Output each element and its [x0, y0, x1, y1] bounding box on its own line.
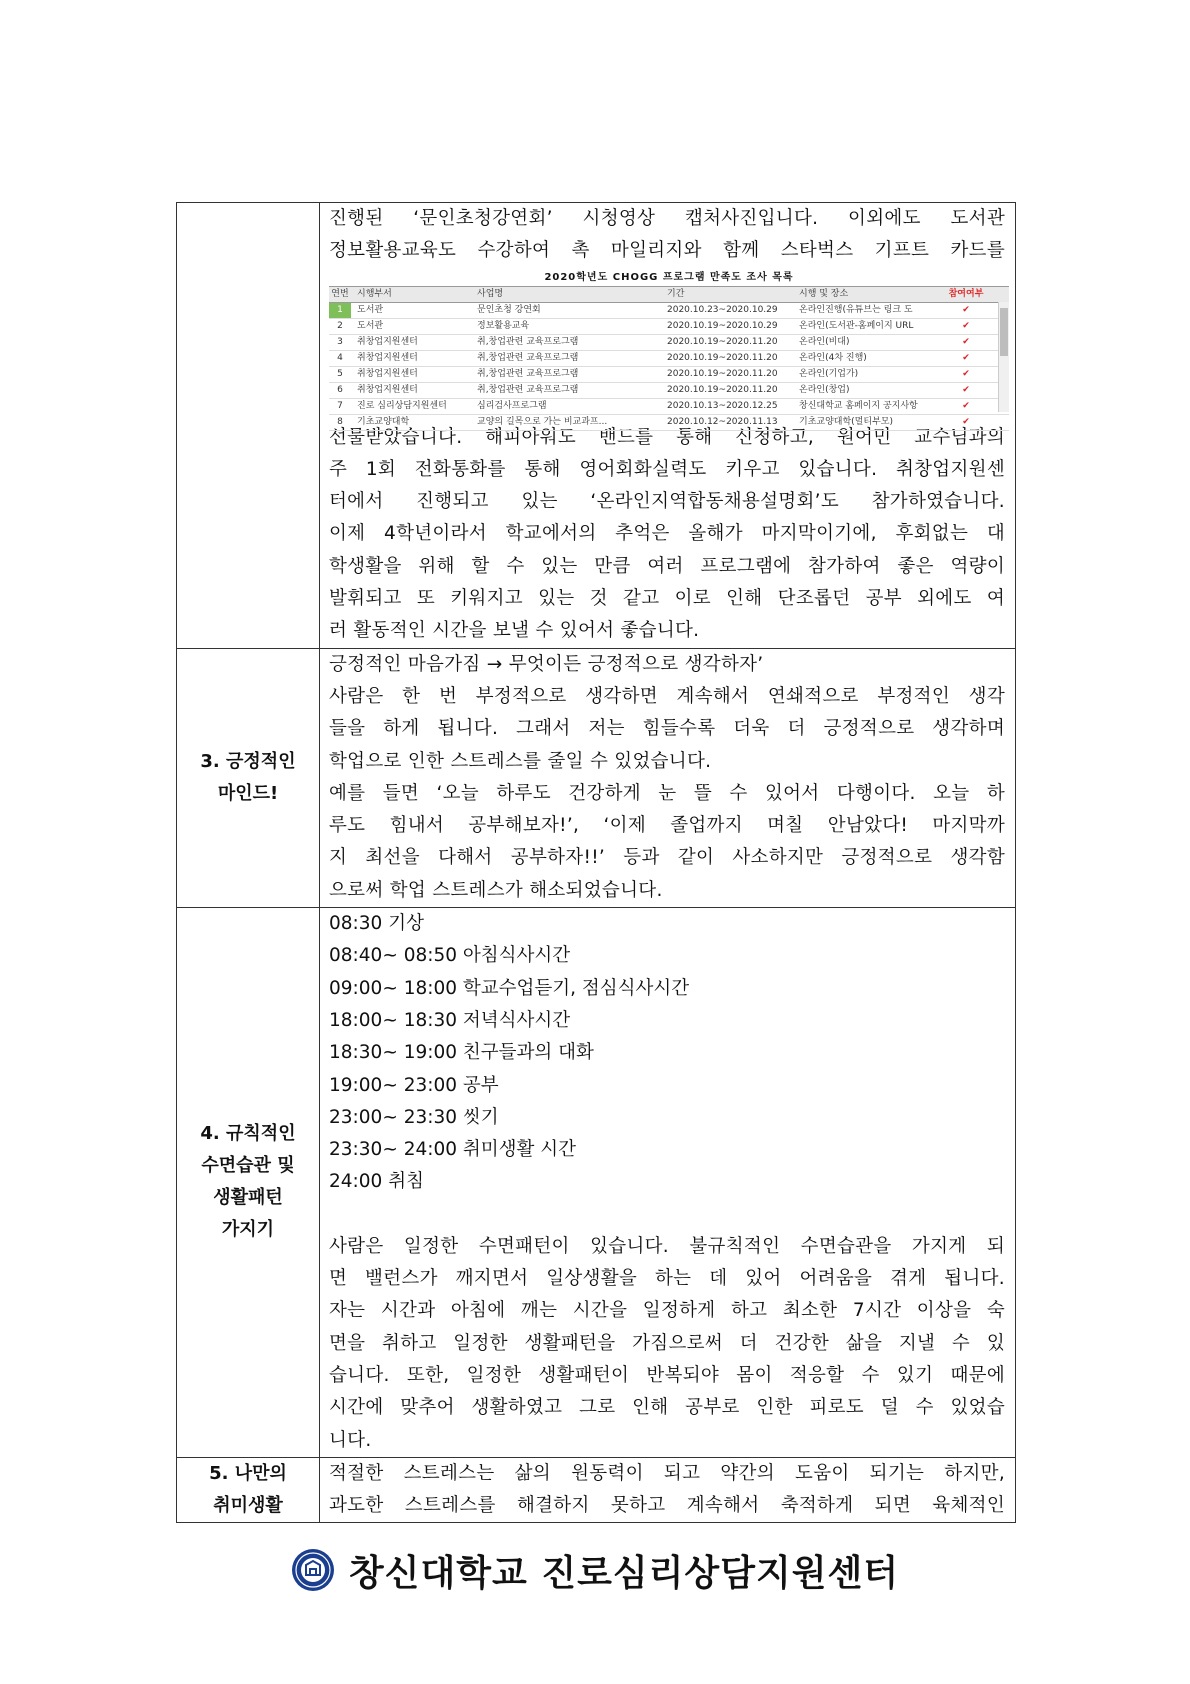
schedule-item: 19:00~ 23:00 공부 [329, 1074, 499, 1096]
label-line: 마인드! [217, 782, 279, 804]
checkmark-icon: ✔ [962, 336, 970, 347]
cell-place: 온라인(도서관-홈페이지 URL [799, 320, 914, 331]
cell-place: 온라인(비대) [799, 336, 850, 347]
schedule-item: 23:30~ 24:00 취미생활 시간 [329, 1139, 576, 1161]
label-line: 가지기 [221, 1219, 275, 1241]
label-line: 5. 나만의 [209, 1463, 287, 1485]
text-line: 학생활을 위해 할 수 있는 만큼 여러 프로그램에 참가하여 좋은 역량이 [329, 555, 1005, 577]
embed-header-row [329, 286, 1009, 303]
section-5-content [320, 1457, 1016, 1523]
header-place: 시행 및 장소 [799, 288, 849, 299]
label-line: 취미생활 [213, 1495, 283, 1517]
schedule-item: 08:40~ 08:50 아침식사시간 [329, 945, 571, 967]
text-line: 긍정적인 마음가짐 → 무엇이든 긍정적으로 생각하자’ [329, 653, 764, 675]
cell-no: 6 [337, 384, 343, 395]
cell-place: 온라인(4차 진행) [799, 352, 867, 363]
cell-period: 2020.10.19~2020.10.29 [667, 320, 778, 331]
embedded-program-list-screenshot [329, 270, 1009, 427]
list-item [329, 303, 1009, 319]
blank-line [329, 1199, 1005, 1231]
text-line: 들을 하게 됩니다. 그래서 저는 힘들수록 더욱 더 긍정적으로 생각하며 [329, 718, 1005, 740]
cell-name: 취,창업관련 교육프로그램 [477, 368, 579, 379]
cell-dept: 도서관 [357, 304, 384, 315]
list-item [329, 399, 1009, 415]
checkmark-icon: ✔ [962, 368, 970, 379]
checkmark-icon: ✔ [962, 304, 970, 315]
cell-no: 7 [337, 400, 343, 411]
row-section-2 [177, 203, 1016, 649]
text-line: 적절한 스트레스는 삶의 원동력이 되고 약간의 도움이 되기는 하지만, [329, 1462, 1005, 1484]
schedule-item: 18:00~ 18:30 저녁식사시간 [329, 1009, 571, 1031]
cell-period: 2020.10.19~2020.11.20 [667, 384, 778, 395]
text-line: 습니다. 또한, 일정한 생활패턴이 반복되야 몸이 적응할 수 있기 때문에 [329, 1364, 1005, 1386]
section-3-paragraph [329, 649, 1005, 907]
list-item [329, 351, 1009, 367]
cell-dept: 진로 심리상담지원센터 [357, 400, 447, 411]
section-3-label [177, 648, 320, 907]
label-line: 4. 규칙적인 [200, 1123, 296, 1145]
text-line: 사람은 일정한 수면패턴이 있습니다. 불규칙적인 수면습관을 가지게 되 [329, 1235, 1005, 1257]
list-item [329, 383, 1009, 399]
cell-no: 2 [337, 320, 343, 331]
text-line: 이제 4학년이라서 학교에서의 추억은 올해가 마지막이기에, 후회없는 대 [329, 523, 1005, 545]
section-4-label [177, 908, 320, 1458]
label-line: 수면습관 및 [201, 1155, 295, 1177]
daily-schedule [329, 908, 1005, 1199]
checkmark-icon: ✔ [962, 384, 970, 395]
cell-name: 취,창업관련 교육프로그램 [477, 384, 579, 395]
cell-dept: 도서관 [357, 320, 384, 331]
checkmark-icon: ✔ [962, 352, 970, 363]
cell-period: 2020.10.12~2020.11.13 [667, 416, 778, 427]
text-line: 과도한 스트레스를 해결하지 못하고 계속해서 축적하게 되면 육체적인 [329, 1495, 1005, 1517]
list-item [329, 367, 1009, 383]
header-check: 참여여부 [948, 288, 984, 299]
schedule-item: 18:30~ 19:00 친구들과의 대화 [329, 1042, 594, 1064]
cell-no: 8 [337, 416, 343, 427]
row-content-section-2 [320, 203, 1016, 649]
checkmark-icon: ✔ [962, 320, 970, 331]
header-period: 기간 [667, 288, 685, 299]
cell-name: 정보활용교육 [477, 320, 530, 331]
list-item [329, 415, 1009, 431]
cell-period: 2020.10.23~2020.10.29 [667, 304, 778, 315]
cell-period: 2020.10.19~2020.11.20 [667, 336, 778, 347]
text-line: 니다. [329, 1429, 372, 1451]
cell-no: 5 [337, 368, 343, 379]
text-line: 정보활용교육도 수강하여 촉 마일리지와 함께 스타벅스 기프트 카드를 [329, 240, 1005, 262]
paragraph-before-embed [329, 203, 1005, 268]
list-item [329, 335, 1009, 351]
text-line: 사람은 한 번 부정적으로 생각하면 계속해서 연쇄적으로 부정적인 생각 [329, 685, 1005, 707]
cell-place: 온라인(창업) [799, 384, 850, 395]
section-3-content [320, 648, 1016, 907]
schedule-item: 23:00~ 23:30 씻기 [329, 1106, 499, 1128]
footer-center-name: 창신대학교 진로심리상담지원센터 [348, 1552, 900, 1594]
label-line: 생활패턴 [213, 1187, 283, 1209]
cell-dept: 취창업지원센터 [357, 352, 418, 363]
schedule-item: 24:00 취침 [329, 1171, 424, 1193]
text-line: 자는 시간과 아침에 깨는 시간을 일정하게 하고 최소한 7시간 이상을 숙 [329, 1300, 1005, 1322]
schedule-item: 08:30 기상 [329, 913, 424, 935]
cell-name: 취,창업관련 교육프로그램 [477, 352, 579, 363]
header-no: 연번 [331, 288, 349, 299]
cell-place: 온라인(기업가) [799, 368, 859, 379]
cell-dept: 기초교양대학 [357, 416, 410, 427]
footer [0, 1540, 1190, 1600]
header-name: 사업명 [477, 288, 504, 299]
embed-title: 2020학년도 CHOGG 프로그램 만족도 조사 목록 [544, 271, 794, 283]
cell-no: 3 [337, 336, 343, 347]
list-item [329, 319, 1009, 335]
text-line: 루도 힘내서 공부해보자!’, ‘이제 졸업까지 며칠 안남았다! 마지막까 [329, 815, 1005, 837]
embed-scrollbar [998, 302, 1009, 412]
cell-name: 문인초청 강연회 [477, 304, 541, 315]
cell-name: 심리검사프로그램 [477, 400, 547, 411]
text-line: 터에서 진행되고 있는 ‘온라인지역합동채용설명회’도 참가하였습니다. [329, 491, 1005, 513]
cell-place: 기초교양대학(멀티부모) [799, 416, 893, 427]
cell-name: 취,창업관련 교육프로그램 [477, 336, 579, 347]
section-4-content [320, 908, 1016, 1458]
cell-dept: 취창업지원센터 [357, 384, 418, 395]
cell-place: 온라인진행(유튜브는 링크 도 [799, 304, 913, 315]
row-section-5 [177, 1457, 1016, 1523]
text-line: 학업으로 인한 스트레스를 줄일 수 있었습니다. [329, 750, 712, 772]
text-line: 예를 들면 ‘오늘 하루도 건강하게 눈 뜰 수 있어서 다행이다. 오늘 하 [329, 782, 1005, 804]
text-line: 러 활동적인 시간을 보낼 수 있어서 좋습니다. [329, 620, 700, 642]
university-seal-icon [291, 1548, 335, 1592]
cell-period: 2020.10.13~2020.12.25 [667, 400, 778, 411]
document-table [176, 202, 1016, 1523]
checkmark-icon: ✔ [962, 416, 970, 427]
cell-no: 1 [329, 303, 351, 318]
row-section-3 [177, 648, 1016, 907]
checkmark-icon: ✔ [962, 400, 970, 411]
cell-name: 교양의 길목으로 가는 비교과프... [477, 416, 608, 427]
text-line: 주 1회 전화통화를 통해 영어회화실력도 키우고 있습니다. 취창업지원센 [329, 458, 1005, 480]
text-line: 선물받았습니다. 해피아워도 밴드를 통해 신청하고, 원어민 교수님과의 [329, 426, 1005, 448]
text-line: 면을 취하고 일정한 생활패턴을 가짐으로써 더 건강한 삶을 지낼 수 있 [329, 1332, 1005, 1354]
text-line: 지 최선을 다해서 공부하자!!’ 등과 같이 사소하지만 긍정적으로 생각함 [329, 847, 1005, 869]
text-line: 으로써 학업 스트레스가 해소되었습니다. [329, 879, 663, 901]
cell-no: 4 [337, 352, 343, 363]
cell-period: 2020.10.19~2020.11.20 [667, 352, 778, 363]
section-5-label [177, 1457, 320, 1523]
header-dept: 시행부서 [357, 288, 392, 299]
cell-place: 창신대학교 홈페이지 공지사항 [799, 400, 918, 411]
text-line: 진행된 ‘문인초청강연회’ 시청영상 캡처사진입니다. 이외에도 도서관 [329, 208, 1005, 229]
cell-dept: 취창업지원센터 [357, 336, 418, 347]
text-line: 발휘되고 또 키워지고 있는 것 같고 이로 인해 단조롭던 공부 외에도 여 [329, 588, 1005, 610]
paragraph-after-embed [329, 422, 1005, 648]
section-4-paragraph [329, 1231, 1005, 1457]
text-line: 면 밸런스가 깨지면서 일상생활을 하는 데 있어 어려움을 겪게 됩니다. [329, 1268, 1005, 1290]
row-section-4 [177, 908, 1016, 1458]
cell-period: 2020.10.19~2020.11.20 [667, 368, 778, 379]
cell-dept: 취창업지원센터 [357, 368, 418, 379]
schedule-item: 09:00~ 18:00 학교수업듣기, 점심식사시간 [329, 977, 690, 999]
section-5-paragraph [329, 1458, 1005, 1523]
label-line: 3. 긍정적인 [200, 750, 296, 772]
text-line: 시간에 맞추어 생활하였고 그로 인해 공부로 인한 피로도 덜 수 있었습 [329, 1397, 1005, 1419]
row-label-empty [177, 203, 320, 649]
scrollbar-thumb [1000, 308, 1008, 356]
